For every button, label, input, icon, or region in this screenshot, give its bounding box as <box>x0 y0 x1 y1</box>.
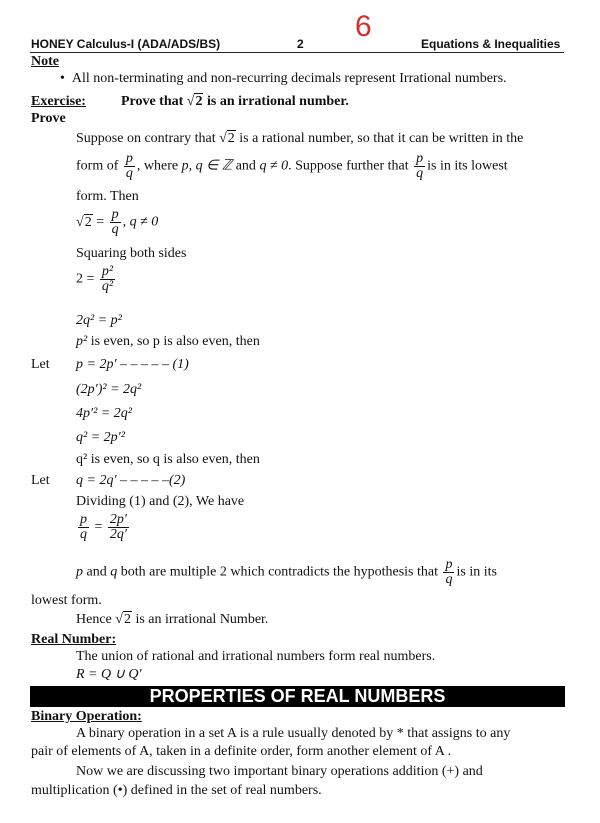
equation-2: 2 = $\frac{\text{p²}}{\text{q²}}$ <box>76 264 114 294</box>
equation-8: q = 2q′ – – – – –(2) <box>76 473 186 488</box>
binary-line-1: A binary operation in a set A is a rule usually denoted by * that assigns to any <box>76 726 511 741</box>
proof-line-3: form. Then <box>76 189 139 204</box>
equation-6: 4p′² = 2q² <box>76 406 132 421</box>
proof-line-2: form of $\frac{p}{q}$ , where p, q ∈ ℤ and q ≠ 0. Suppose further that $\frac{p}{q}$ is in its lowest <box>76 151 508 181</box>
header-rule <box>30 52 564 53</box>
real-number-title: Real Number: <box>31 632 117 647</box>
header-left: HONEY Calculus-I (ADA/ADS/BS) <box>31 37 221 51</box>
even-q-line: q² is even, so q is also even, then <box>76 452 260 467</box>
equation-1: √2 = $\frac{p}{q}$ , q ≠ 0 <box>76 207 159 237</box>
hence-line: Hence √2 is an irrational Number. <box>76 612 269 627</box>
fraction-p-over-q-2: $\frac{p}{q}$ <box>416 151 424 181</box>
squaring-text: Squaring both sides <box>76 246 187 261</box>
let-label-2: Let <box>31 473 50 488</box>
let-label-1: Let <box>31 357 50 372</box>
note-bullet: • All non-terminating and non-recurring decimals represent Irrational numbers. <box>60 71 507 86</box>
fraction-p-over-q: $\frac{p}{q}$ <box>125 151 133 181</box>
note-title: Note <box>31 54 59 69</box>
contradiction-line: p and q both are multiple 2 which contradicts the hypothesis that $\frac{p}{q}$ is in its <box>76 557 497 587</box>
exercise-label: Exercise: <box>31 94 86 109</box>
header-center: 2 <box>297 37 304 51</box>
proof-line-1: Suppose on contrary that √2 is a rational number, so that it can be written in the <box>76 131 524 146</box>
exercise-row <box>31 94 349 110</box>
equation-9: $\frac{p}{q}$ = $\frac{2p'}{2q'}$ <box>80 512 127 542</box>
equation-5: (2p′)² = 2q² <box>76 382 142 397</box>
sqrt-symbol: √2 <box>186 94 203 109</box>
equation-7: q² = 2p′² <box>76 430 125 445</box>
dividing-line: Dividing (1) and (2), We have <box>76 494 245 509</box>
header-right: Equations & Inequalities <box>421 37 561 51</box>
binary-line-4: multiplication (•) defined in the set of real numbers. <box>31 783 322 798</box>
exercise-statement-b: is an irrational number. <box>206 94 349 109</box>
real-number-formula: R = Q ∪ Q′ <box>76 667 142 682</box>
even-p-line: p² is even, so p is also even, then <box>76 334 260 349</box>
binary-line-3: Now we are discussing two important binary operations addition (+) and <box>76 764 483 779</box>
real-number-text: The union of rational and irrational numbers form real numbers. <box>76 649 436 664</box>
page-number: 6 <box>355 10 372 43</box>
note-bullet-text: All non-terminating and non-recurring decimals represent Irrational numbers. <box>71 71 507 86</box>
equation-3: 2q² = p² <box>76 313 122 328</box>
exercise-statement-a: Prove that <box>120 94 184 109</box>
binary-title: Binary Operation: <box>31 709 142 724</box>
equation-4: p = 2p′ – – – – – (1) <box>76 357 189 372</box>
proof-label: Prove <box>31 111 66 126</box>
lowest-form-line: lowest form. <box>31 593 102 608</box>
section-banner: PROPERTIES OF REAL NUMBERS <box>30 686 565 707</box>
binary-line-2: pair of elements of A, taken in a definite order, form another element of A . <box>31 744 452 759</box>
